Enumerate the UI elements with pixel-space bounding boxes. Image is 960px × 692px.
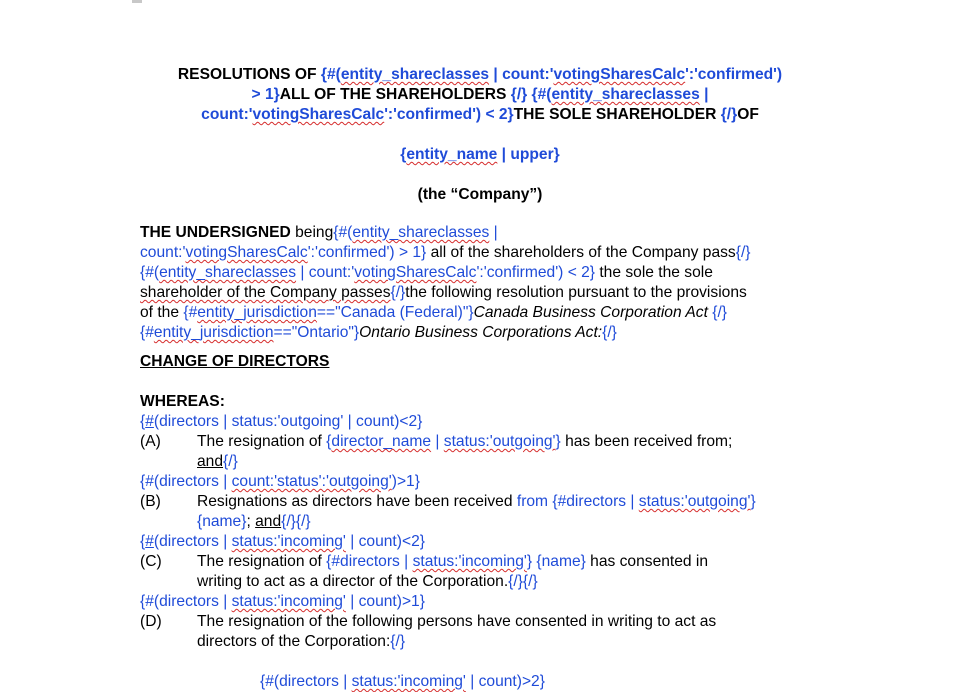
- title-line-2: > 1}ALL OF THE SHAREHOLDERS {/} {#(entity_shareclasses |: [251, 86, 709, 103]
- para-line-1: THE UNDERSIGNED being{#(entity_shareclasses |: [140, 224, 498, 241]
- item-c-letter: (C): [140, 553, 162, 570]
- company-definition: (the “Company”): [417, 186, 543, 203]
- condition-outgoing-gt1: {#(directors | count:'status':'outgoing')>1}: [140, 473, 420, 490]
- whereas-heading: WHEREAS:: [140, 393, 225, 410]
- item-b-letter: (B): [140, 493, 161, 510]
- para-line-2: count:'votingSharesCalc':'confirmed') > 1} all of the shareholders of the Company pass{/}: [140, 244, 751, 261]
- item-a-letter: (A): [140, 433, 161, 450]
- title-line-1: RESOLUTIONS OF {#(entity_shareclasses | count:'votingSharesCalc':'confirmed'): [177, 66, 783, 83]
- item-c-line-2: writing to act as a director of the Corporation.{/}{/}: [197, 573, 538, 590]
- para-line-4: shareholder of the Company passes{/}the following resolution pursuant to the provisions: [140, 284, 747, 301]
- para-line-3: {#(entity_shareclasses | count:'votingSharesCalc':'confirmed') < 2} the sole the sole: [140, 264, 713, 281]
- para-line-5: of the {#entity_jurisdiction=="Canada (Federal)"}Canada Business Corporation Act {/}: [140, 304, 728, 321]
- item-d-line-1: The resignation of the following persons have consented in writing to act as: [197, 613, 717, 630]
- heading-change-of-directors: CHANGE OF DIRECTORS: [140, 353, 330, 370]
- item-a-line-2: and{/}: [197, 453, 238, 470]
- item-a-line-1: The resignation of {director_name | status:'outgoing'} has been received from;: [197, 433, 733, 450]
- entity-name-tag: {entity_name | upper}: [400, 146, 560, 163]
- item-b-line-2: {name}; and{/}{/}: [197, 513, 311, 530]
- condition-outgoing-lt2: {#(directors | status:'outgoing' | count)<2}: [140, 413, 423, 430]
- item-d-line-2: directors of the Corporation:{/}: [197, 633, 406, 650]
- condition-incoming-gt2: {#(directors | status:'incoming' | count)>2}: [260, 673, 545, 690]
- para-line-6: {#entity_jurisdiction=="Ontario"}Ontario Business Corporations Act:{/}: [140, 324, 617, 341]
- item-b-line-1: Resignations as directors have been received from {#directors | status:'outgoing'}: [197, 493, 756, 510]
- condition-incoming-gt1: {#(directors | status:'incoming' | count)>1}: [140, 593, 425, 610]
- page-corner-mark: [132, 0, 142, 3]
- item-c-line-1: The resignation of {#directors | status:'incoming'} {name} has consented in: [197, 553, 709, 570]
- title-line-3: count:'votingSharesCalc':'confirmed') < 2}THE SOLE SHAREHOLDER {/}OF: [201, 106, 759, 123]
- item-d-letter: (D): [140, 613, 162, 630]
- condition-incoming-lt2: {#(directors | status:'incoming' | count)<2}: [140, 533, 425, 550]
